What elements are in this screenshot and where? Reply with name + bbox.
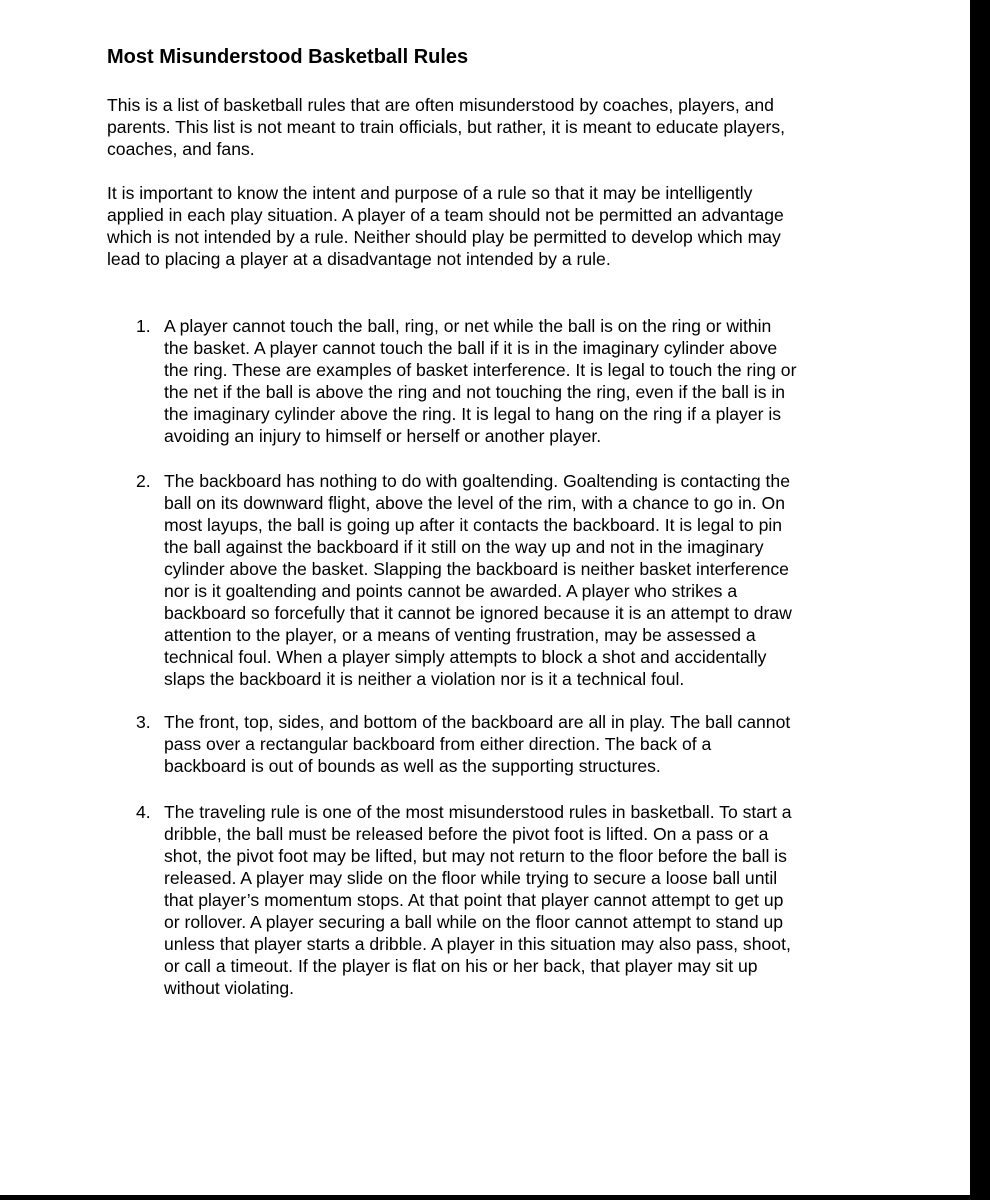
list-number: 1.: [136, 316, 151, 336]
list-number: 2.: [136, 471, 151, 491]
list-text: The backboard has nothing to do with goaltending. Goaltending is contacting the ball on its downward flight, above the level of the rim, with a chance to go in. On most layups, the ball is going up after it contacts the backboard. It is legal to pin the ball against the backboard if it still on the way up and not in the imaginary cylinder above the basket. Slapping the backboard is neither basket interference nor is it goaltending and points cannot be awarded. A player who strikes a backboard so forcefully that it cannot be ignored because it is an attempt to draw attention to the player, or a means of venting frustration, may be assessed a technical foul. When a player simply attempts to block a shot and accidentally slaps the backboard it is neither a violation nor is it a technical foul.: [164, 471, 792, 689]
page-edge-right: [970, 0, 990, 1200]
page-title: Most Misunderstood Basketball Rules: [107, 46, 469, 68]
list-text: A player cannot touch the ball, ring, or net while the ball is on the ring or within the basket. A player cannot touch the ball if it is in the imaginary cylinder above the ring. These are examples of basket interference. It is legal to touch the ring or the net if the ball is above the ring and not touching the ring, even if the ball is in the imaginary cylinder above the ring. It is legal to hang on the ring if a player is avoiding an injury to himself or herself or another player.: [164, 316, 797, 446]
list-text: The front, top, sides, and bottom of the backboard are all in play. The ball cannot pass over a rectangular backboard from either direction. The back of a backboard is out of bounds as well as the supporting structures.: [164, 712, 791, 776]
intro-paragraph: It is important to know the intent and purpose of a rule so that it may be intelligently applied in each play situation. A player of a team should not be permitted an advantage which is not intended by a rule. Neither should play be permitted to develop which may lead to placing a player at a disadvantage not intended by a rule.: [107, 183, 784, 269]
list-number: 4.: [136, 802, 151, 822]
list-number: 3.: [136, 712, 151, 732]
intro-paragraph: This is a list of basketball rules that are often misunderstood by coaches, players, and parents. This list is not meant to train officials, but rather, it is meant to educate players, coaches, and fans.: [107, 95, 786, 159]
list-text: The traveling rule is one of the most misunderstood rules in basketball. To start a dribble, the ball must be released before the pivot foot is lifted. On a pass or a shot, the pivot foot may be lifted, but may not return to the floor before the ball is released. A player may slide on the floor while trying to secure a loose ball until that player’s momentum stops. At that point that player cannot attempt to get up or rollover. A player securing a ball while on the floor cannot attempt to stand up unless that player starts a dribble. A player in this situation may also pass, shoot, or call a timeout. If the player is flat on his or her back, that player may sit up without violating.: [164, 802, 792, 998]
page-edge-bottom: [0, 1195, 990, 1200]
